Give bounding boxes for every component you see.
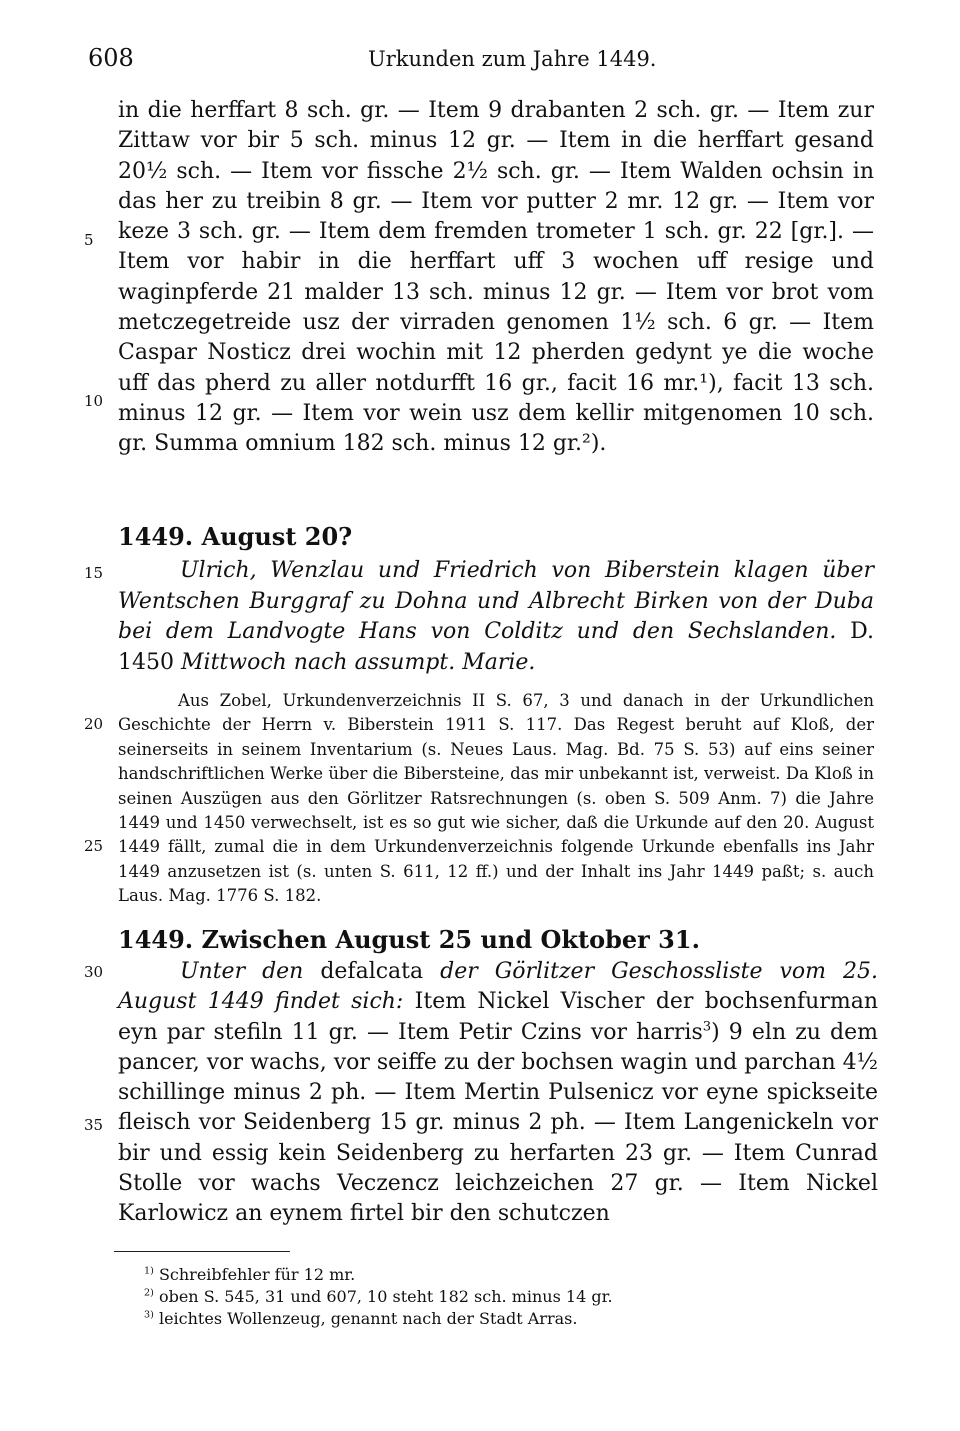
footnote-1-mark: 1) — [144, 1265, 154, 1277]
line-number-20: 20 — [84, 715, 104, 733]
footnote-3-mark: 3) — [144, 1309, 154, 1321]
footnote-divider — [114, 1251, 290, 1252]
regest-date-tail: Mittwoch nach assumpt. Marie. — [181, 649, 536, 675]
page-number: 608 — [88, 44, 134, 72]
running-title: Urkunden zum Jahre 1449. — [368, 47, 657, 71]
entry-text-a: Item Nickel Vischer der bochsenfurman eyn par stefiln 11 gr. — Item Petir Czins vor harris — [118, 989, 879, 1045]
footnote-2-mark: 2) — [144, 1287, 154, 1299]
footnote-1 — [144, 1264, 844, 1286]
entry-regest — [118, 556, 874, 678]
entry-text-geschossliste — [118, 957, 878, 1230]
line-number-5: 5 — [84, 231, 94, 249]
regest-date: D. 1450 — [118, 619, 874, 675]
intro-term-defalcata: defalcata — [320, 959, 424, 984]
line-number-35: 35 — [84, 1116, 104, 1134]
footnote-3 — [144, 1308, 844, 1330]
footnote-2-text: oben S. 545, 31 und 607, 10 steht 182 sch. minus 14 gr. — [158, 1287, 613, 1306]
intro-part-1: Unter den — [180, 959, 304, 984]
line-number-25: 25 — [84, 837, 104, 855]
account-text-block: in die herffart 8 sch. gr. — Item 9 drabanten 2 sch. gr. — Item zur Zittaw vor bir 5 sch. minus 12 gr. — Item in die herffart gesand 20½ sch. — Item vor fissche 2½ sch. gr. — Item Walden ochsin in das her zu treibin 8 gr. — Item vor putter 2 mr. 12 gr. — Item vor keze 3 sch. gr. — Item dem fremden trometer 1 sch. gr. 22 [gr.]. — Item vor habir in die herffart uff 3 wochen uff resige und waginpferde 21 malder 13 sch. minus 12 gr. — Item vor brot vom metczegetreide usz der virraden genomen 1½ sch. 6 gr. — Item Caspar Nosticz drei wochin mit 12 pherden gedynt ye die woche uff das pherd zu aller notdurfft 16 gr., facit 16 mr.¹), facit 13 sch. minus 12 gr. — Item vor wein usz dem kellir mitgenomen 10 sch. gr. Summa omnium 182 sch. minus 12 gr.²). — [118, 98, 874, 457]
line-number-30: 30 — [84, 963, 104, 981]
footnotes — [144, 1264, 844, 1330]
footnote-3-text: leichtes Wollenzeug, genannt nach der Stadt Arras. — [158, 1309, 578, 1328]
source-note: Aus Zobel, Urkundenverzeichnis II S. 67, 3 und danach in der Urkundlichen Geschichte der Herrn v. Biberstein 1911 S. 117. Das Regest beruht auf Kloß, der seinerseits in seinem Inventarium (s. Neues Laus. Mag. Bd. 75 S. 53) auf eins seiner handschriftlichen Werke über die Bibersteine, das mir unbekannt ist, verweist. Da Kloß in seinen Auszügen aus den Görlitzer Ratsrechnungen (s. oben S. 509 Anm. 7) die Jahre 1449 und 1450 verwechselt, ist es so gut wie sicher, daß die Urkunde auf den 20. August 1449 fällt, zumal die in dem Urkundenverzeichnis folgende Urkunde ebenfalls ins Jahr 1449 anzusetzen ist (s. unten S. 611, 12 ff.) und der Inhalt ins Jahr 1449 paßt; s. auch Laus. Mag. 1776 S. 182. — [118, 691, 874, 906]
line-number-10: 10 — [84, 392, 104, 410]
footnote-2 — [144, 1286, 844, 1308]
entry-text-b: ) 9 eln zu dem pancer, vor wachs, vor seiffe zu der bochsen wagin und parchan 4½ schillinge minus 2 ph. — Item Mertin Pulsenicz vor eyne spickseite fleisch vor Seidenberg 15 gr. minus 2 ph. — Item Langenickeln vor bir und essig kein Seidenberg zu herfarten 23 gr. — Item Cunrad Stolle vor wachs Veczencz leichzeichen 27 gr. — Item Nickel Karlowicz an eynem firtel bir den schutczen — [118, 1019, 878, 1227]
footnote-1-text: Schreibfehler für 12 mr. — [158, 1265, 356, 1284]
entry-heading-august-oktober: 1449. Zwischen August 25 und Oktober 31. — [118, 925, 700, 954]
entry-heading-august-20: 1449. August 20? — [118, 522, 353, 551]
regest-summary: Ulrich, Wenzlau und Friedrich von Biberstein klagen über Wentschen Burggraf zu Dohna und Albrecht Birken von der Duba bei dem Landvogte Hans von Colditz und den Sechslanden. — [118, 558, 874, 644]
intro-part-3: der Görlitzer Geschossliste vom 25. August 1449 findet sich: — [118, 959, 878, 1015]
line-number-15: 15 — [84, 564, 104, 582]
footnote-mark-3: 3 — [702, 1019, 712, 1035]
